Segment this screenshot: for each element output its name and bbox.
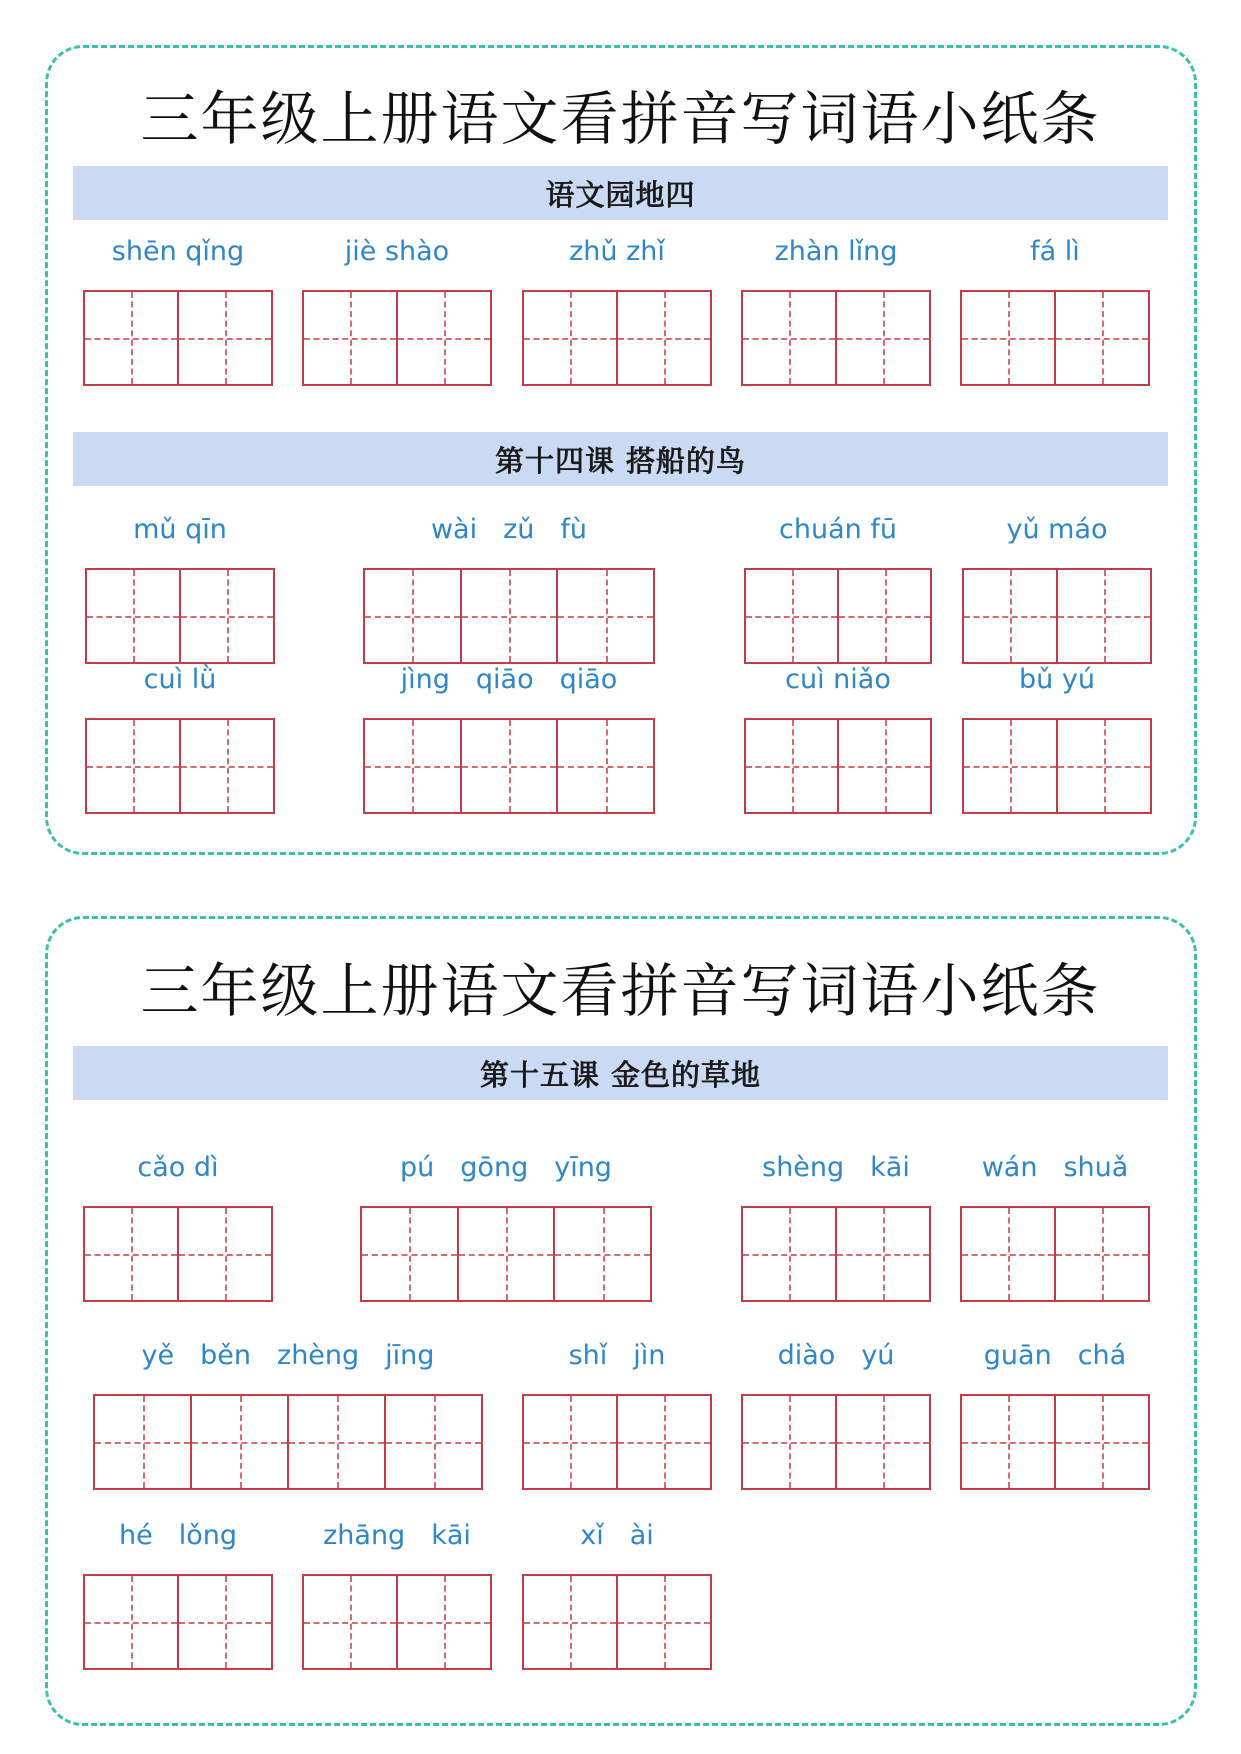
tianzige-writing-grid[interactable] — [83, 1206, 273, 1302]
pinyin-syllable: jìng — [400, 664, 450, 695]
tianzige-writing-grid[interactable] — [962, 568, 1152, 664]
character-cell[interactable] — [181, 570, 273, 662]
tianzige-writing-grid[interactable] — [302, 290, 492, 386]
character-cell[interactable] — [743, 292, 837, 384]
word-item — [363, 664, 655, 814]
word-item — [522, 1520, 712, 1670]
character-cell[interactable] — [524, 292, 618, 384]
word-item — [83, 1520, 273, 1670]
pinyin-syllable: wán — [981, 1152, 1038, 1183]
word-item — [960, 236, 1150, 386]
character-cell[interactable] — [304, 292, 398, 384]
section-heading-yuwen-yuandi-4: 语文园地四 — [73, 166, 1168, 220]
tianzige-writing-grid[interactable] — [83, 1574, 273, 1670]
pinyin-syllable: bǔ yú — [1019, 664, 1095, 695]
character-cell[interactable] — [304, 1576, 398, 1668]
character-cell[interactable] — [964, 570, 1058, 662]
tianzige-writing-grid[interactable] — [962, 718, 1152, 814]
pinyin-syllable: zhǔ zhǐ — [569, 236, 665, 267]
character-cell[interactable] — [1056, 292, 1148, 384]
character-cell[interactable] — [179, 1576, 271, 1668]
character-cell[interactable] — [558, 570, 653, 662]
character-cell[interactable] — [555, 1208, 650, 1300]
character-cell[interactable] — [87, 720, 181, 812]
pinyin-label — [522, 1520, 712, 1564]
pinyin-label — [522, 236, 712, 280]
character-cell[interactable] — [839, 570, 930, 662]
character-cell[interactable] — [524, 1576, 618, 1668]
character-cell[interactable] — [837, 1208, 929, 1300]
character-cell[interactable] — [398, 292, 490, 384]
tianzige-writing-grid[interactable] — [960, 1206, 1150, 1302]
character-cell[interactable] — [179, 1208, 271, 1300]
character-cell[interactable] — [618, 1576, 710, 1668]
character-cell[interactable] — [87, 570, 181, 662]
tianzige-writing-grid[interactable] — [360, 1206, 652, 1302]
pinyin-syllable: diào — [777, 1340, 836, 1371]
tianzige-writing-grid[interactable] — [522, 1574, 712, 1670]
character-cell[interactable] — [524, 1396, 618, 1488]
pinyin-label — [960, 236, 1150, 280]
character-cell[interactable] — [962, 292, 1056, 384]
character-cell[interactable] — [398, 1576, 490, 1668]
tianzige-writing-grid[interactable] — [741, 1394, 931, 1490]
pinyin-label — [83, 1520, 273, 1564]
pinyin-label — [960, 1340, 1150, 1384]
pinyin-label — [93, 1340, 483, 1384]
character-cell[interactable] — [289, 1396, 386, 1488]
pinyin-label — [302, 1520, 492, 1564]
character-cell[interactable] — [558, 720, 653, 812]
pinyin-syllable: hé — [118, 1520, 153, 1551]
character-cell[interactable] — [362, 1208, 459, 1300]
character-cell[interactable] — [462, 720, 559, 812]
pinyin-syllable: guān — [983, 1340, 1052, 1371]
pinyin-syllable: yīng — [554, 1152, 612, 1183]
tianzige-writing-grid[interactable] — [522, 1394, 712, 1490]
pinyin-label — [302, 236, 492, 280]
pinyin-syllable: yǔ máo — [1006, 514, 1108, 545]
character-cell[interactable] — [1058, 570, 1150, 662]
pinyin-syllable: shuǎ — [1063, 1152, 1129, 1183]
tianzige-writing-grid[interactable] — [363, 568, 655, 664]
pinyin-syllable: zǔ — [503, 514, 535, 545]
pinyin-syllable: jiè shào — [344, 236, 450, 267]
character-cell[interactable] — [618, 1396, 710, 1488]
character-cell[interactable] — [462, 570, 559, 662]
pinyin-label — [363, 664, 655, 708]
pinyin-label — [85, 514, 275, 558]
character-cell[interactable] — [459, 1208, 556, 1300]
character-cell[interactable] — [962, 1208, 1056, 1300]
word-item — [93, 1340, 483, 1490]
pinyin-label — [360, 1152, 652, 1196]
tianzige-writing-grid[interactable] — [85, 568, 275, 664]
character-cell[interactable] — [85, 1208, 179, 1300]
pinyin-label — [363, 514, 655, 558]
tianzige-writing-grid[interactable] — [85, 718, 275, 814]
tianzige-writing-grid[interactable] — [83, 290, 273, 386]
pinyin-label — [962, 664, 1152, 708]
pinyin-syllable: shèng — [762, 1152, 845, 1183]
tianzige-writing-grid[interactable] — [522, 290, 712, 386]
pinyin-label — [83, 236, 273, 280]
pinyin-syllable: xǐ — [580, 1520, 604, 1551]
character-cell[interactable] — [1056, 1208, 1148, 1300]
pinyin-syllable: ài — [629, 1520, 654, 1551]
card-2-title: 三年级上册语文看拼音写词语小纸条 — [140, 957, 1101, 1025]
pinyin-syllable: pú — [400, 1152, 435, 1183]
tianzige-writing-grid[interactable] — [960, 290, 1150, 386]
word-item — [744, 514, 932, 664]
word-item — [302, 1520, 492, 1670]
pinyin-syllable: fù — [560, 514, 588, 545]
pinyin-syllable: běn — [200, 1340, 252, 1371]
character-cell[interactable] — [386, 1396, 481, 1488]
character-cell[interactable] — [179, 292, 271, 384]
word-item — [302, 236, 492, 386]
character-cell[interactable] — [839, 720, 930, 812]
pinyin-syllable: shēn qǐng — [111, 236, 245, 267]
word-item — [741, 1152, 931, 1302]
tianzige-writing-grid[interactable] — [302, 1574, 492, 1670]
pinyin-syllable: chuán fū — [779, 514, 897, 545]
character-cell[interactable] — [95, 1396, 192, 1488]
word-item — [962, 664, 1152, 814]
word-item — [522, 1340, 712, 1490]
pinyin-syllable: kāi — [870, 1152, 910, 1183]
character-cell[interactable] — [837, 292, 929, 384]
word-item — [744, 664, 932, 814]
tianzige-writing-grid[interactable] — [744, 568, 932, 664]
section-heading-lesson-15: 第十五课 金色的草地 — [73, 1046, 1168, 1100]
character-cell[interactable] — [365, 720, 462, 812]
word-item — [85, 514, 275, 664]
tianzige-writing-grid[interactable] — [741, 1206, 931, 1302]
tianzige-writing-grid[interactable] — [93, 1394, 483, 1490]
character-cell[interactable] — [365, 570, 462, 662]
word-item — [960, 1340, 1150, 1490]
pinyin-label — [83, 1152, 273, 1196]
pinyin-syllable: fá lì — [1030, 236, 1080, 267]
pinyin-label — [85, 664, 275, 708]
pinyin-label — [741, 1340, 931, 1384]
pinyin-syllable: cuì niǎo — [785, 664, 891, 695]
word-item — [83, 1152, 273, 1302]
pinyin-syllable: zhèng — [277, 1340, 360, 1371]
character-cell[interactable] — [743, 1396, 837, 1488]
character-cell[interactable] — [743, 1208, 837, 1300]
character-cell[interactable] — [85, 292, 179, 384]
pinyin-syllable: gōng — [460, 1152, 529, 1183]
tianzige-writing-grid[interactable] — [741, 290, 931, 386]
pinyin-syllable: cǎo dì — [137, 1152, 219, 1183]
character-cell[interactable] — [618, 292, 710, 384]
word-item — [85, 664, 275, 814]
pinyin-syllable: yú — [861, 1340, 895, 1371]
pinyin-label — [744, 664, 932, 708]
word-item — [741, 236, 931, 386]
pinyin-syllable: yě — [141, 1340, 175, 1371]
pinyin-syllable: qiāo — [559, 664, 618, 695]
pinyin-syllable: chá — [1077, 1340, 1127, 1371]
word-item — [741, 1340, 931, 1490]
word-item — [83, 236, 273, 386]
pinyin-syllable: zhāng — [323, 1520, 406, 1551]
pinyin-label — [741, 236, 931, 280]
pinyin-label — [744, 514, 932, 558]
pinyin-syllable: mǔ qīn — [133, 514, 227, 545]
pinyin-syllable: zhàn lǐng — [774, 236, 898, 267]
character-cell[interactable] — [1056, 1396, 1148, 1488]
pinyin-syllable: jīng — [385, 1340, 435, 1371]
word-item — [522, 236, 712, 386]
character-cell[interactable] — [192, 1396, 289, 1488]
pinyin-syllable: qiāo — [475, 664, 534, 695]
character-cell[interactable] — [181, 720, 273, 812]
pinyin-label — [962, 514, 1152, 558]
pinyin-label — [522, 1340, 712, 1384]
character-cell[interactable] — [964, 720, 1058, 812]
word-item — [962, 514, 1152, 664]
character-cell[interactable] — [746, 570, 839, 662]
pinyin-label — [960, 1152, 1150, 1196]
card-1-title: 三年级上册语文看拼音写词语小纸条 — [140, 85, 1101, 153]
word-item — [363, 514, 655, 664]
pinyin-label — [741, 1152, 931, 1196]
pinyin-syllable: shǐ — [568, 1340, 608, 1371]
tianzige-writing-grid[interactable] — [363, 718, 655, 814]
tianzige-writing-grid[interactable] — [960, 1394, 1150, 1490]
character-cell[interactable] — [746, 720, 839, 812]
pinyin-syllable: jìn — [633, 1340, 666, 1371]
word-item — [360, 1152, 652, 1302]
character-cell[interactable] — [1058, 720, 1150, 812]
pinyin-syllable: lǒng — [178, 1520, 237, 1551]
tianzige-writing-grid[interactable] — [744, 718, 932, 814]
pinyin-syllable: kāi — [431, 1520, 471, 1551]
character-cell[interactable] — [962, 1396, 1056, 1488]
character-cell[interactable] — [837, 1396, 929, 1488]
pinyin-syllable: wài — [430, 514, 478, 545]
word-item — [960, 1152, 1150, 1302]
pinyin-syllable: cuì lǜ — [143, 664, 217, 695]
section-heading-lesson-14: 第十四课 搭船的鸟 — [73, 432, 1168, 486]
character-cell[interactable] — [85, 1576, 179, 1668]
